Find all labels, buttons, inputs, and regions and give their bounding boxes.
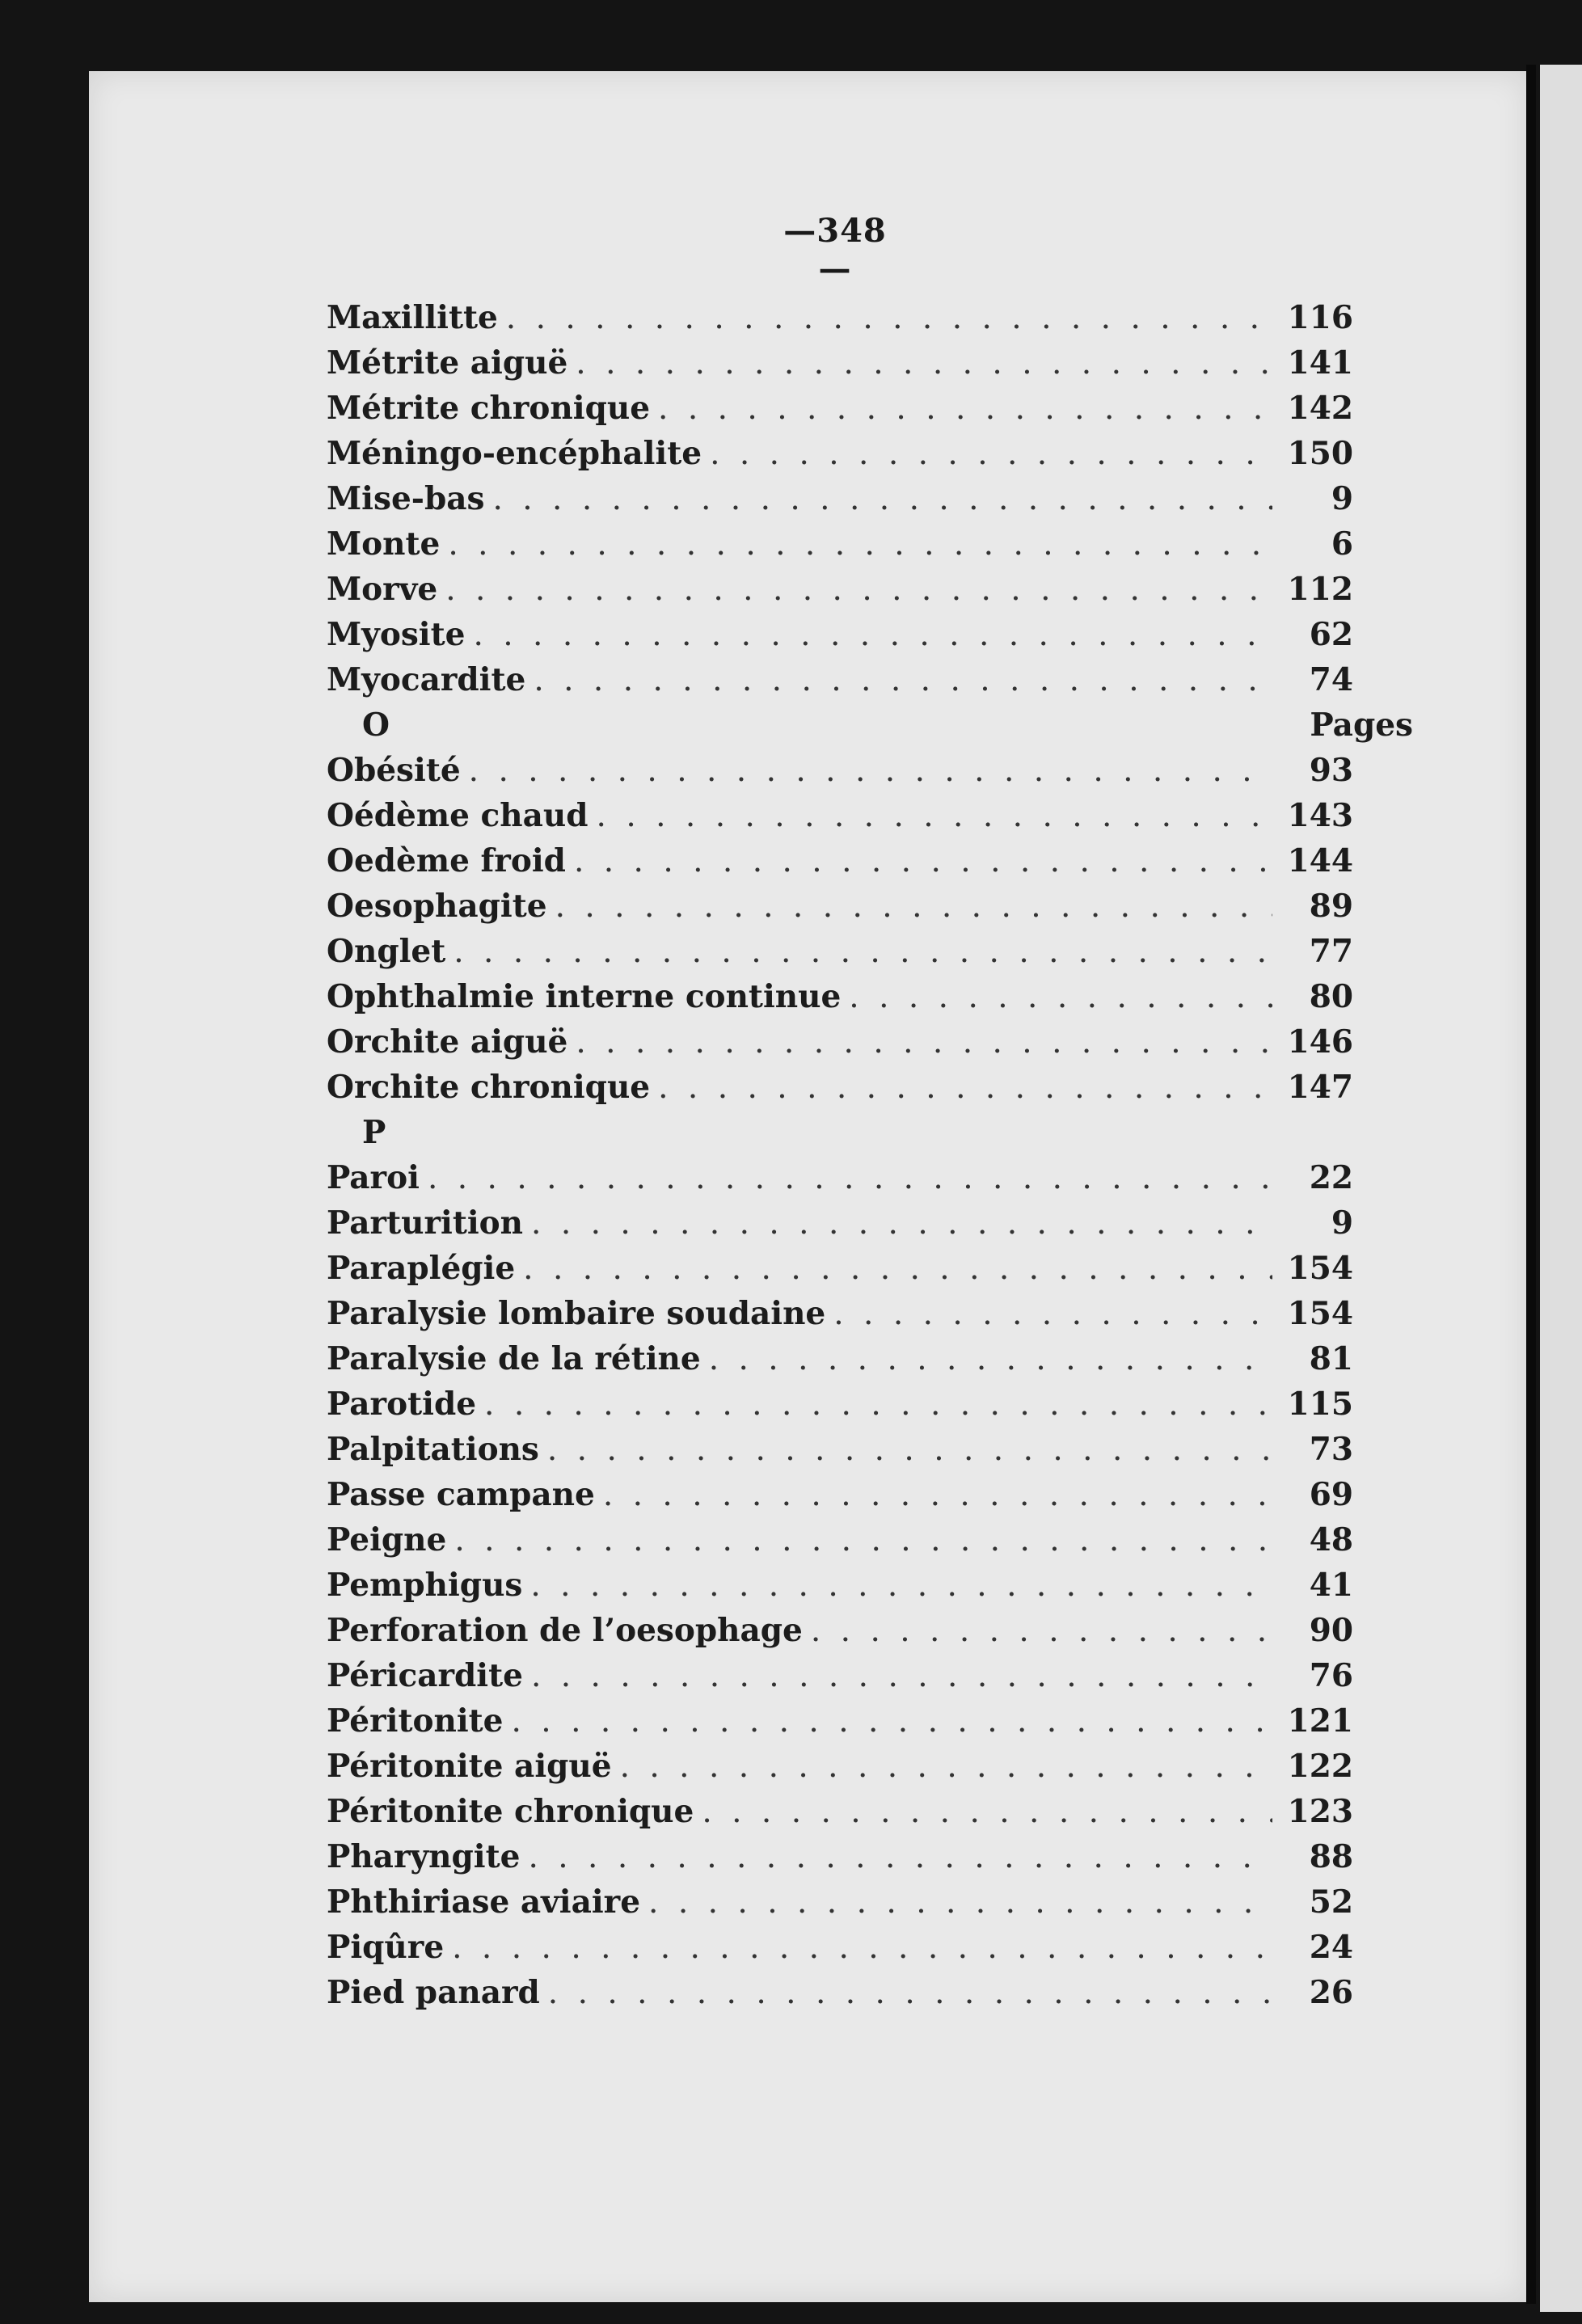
entry-page-number: 115 [1287,1386,1353,1423]
entry-term: Paralysie lombaire soudaine [327,1295,826,1332]
dot-leader [528,1835,1272,1880]
entry-page-number: 154 [1287,1250,1353,1287]
index-entry [327,1336,1353,1381]
index-entry [327,657,1353,702]
index-entry [327,1789,1353,1834]
dot-leader [620,1744,1272,1790]
index-entry [327,1246,1353,1291]
entry-page-number: 150 [1287,435,1353,472]
index-entry [327,974,1353,1019]
index-entry [327,1608,1353,1653]
entry-term: Orchite chronique [327,1069,651,1106]
index-entry [327,1517,1353,1563]
entry-page-number: 90 [1309,1612,1353,1649]
index-entry [327,1563,1353,1608]
entry-term: Palpitations [327,1431,539,1468]
entry-page-number: 143 [1287,797,1353,834]
index-entry [327,1472,1353,1517]
entry-page-number: 154 [1287,1295,1353,1332]
pages-column-label: Pages [1310,706,1413,744]
dot-leader [445,567,1272,613]
dot-leader [428,1156,1272,1201]
dot-leader [448,522,1272,567]
index-entry [327,612,1353,657]
index-entry [327,521,1353,567]
index-entry [327,838,1353,884]
index-entry [327,1653,1353,1698]
entry-page-number: 81 [1309,1340,1353,1377]
index-entry [327,748,1353,793]
entry-page-number: 144 [1287,842,1353,879]
entry-term: Pied panard [327,1974,540,2011]
dot-leader [469,749,1272,794]
entry-term: Obésité [327,752,461,789]
entry-page-number: 116 [1287,299,1353,336]
dot-leader [530,1563,1272,1609]
dot-leader [811,1609,1272,1654]
dot-leader [511,1699,1272,1744]
entry-term: Ophthalmie interne continue [327,978,842,1015]
index-entry [327,1065,1353,1110]
entry-term: Oesophagite [327,888,547,925]
section-heading [327,702,1413,748]
entry-page-number: 121 [1287,1702,1353,1740]
dot-leader [576,1020,1272,1065]
entry-page-number: 24 [1309,1929,1353,1966]
index-list [327,295,1413,2015]
index-entry [327,1291,1353,1336]
dot-leader [531,1654,1272,1699]
dot-leader [658,1065,1272,1111]
dot-leader [709,1337,1272,1382]
dot-leader [576,341,1272,386]
entry-term: Orchite aiguë [327,1023,568,1061]
entry-term: Oédème chaud [327,797,589,834]
dot-leader [555,884,1272,930]
page-binding-edge [1526,65,1536,2304]
index-entry [327,1879,1353,1925]
dot-leader [833,1292,1272,1337]
entry-page-number: 76 [1309,1657,1353,1694]
index-entry [327,1200,1353,1246]
entry-term: Péricardite [327,1657,523,1694]
section-letter: O [362,706,390,744]
entry-page-number: 22 [1309,1159,1353,1196]
entry-term: Paraplégie [327,1250,516,1287]
index-entry [327,1019,1353,1065]
entry-term: Morve [327,571,438,608]
dot-leader [452,1925,1272,1971]
entry-page-number: 62 [1309,616,1353,653]
dot-leader [531,1201,1272,1246]
dot-leader [710,432,1272,477]
entry-term: Péritonite chronique [327,1793,694,1830]
entry-term: Paroi [327,1159,420,1196]
entry-term: Méningo-encéphalite [327,435,702,472]
dot-leader [484,1382,1272,1428]
index-entry [327,431,1353,476]
entry-term: Maxillitte [327,299,498,336]
entry-term: Péritonite aiguë [327,1748,612,1785]
entry-term: Oedème froid [327,842,566,879]
entry-term: Perforation de l’oesophage [327,1612,803,1649]
entry-term: Parotide [327,1386,477,1423]
entry-page-number: 9 [1331,1204,1353,1242]
dot-leader [603,1473,1272,1518]
entry-page-number: 146 [1287,1023,1353,1061]
index-entry [327,295,1353,340]
index-entry [327,386,1353,431]
index-entry [327,1744,1353,1789]
index-entry [327,1698,1353,1744]
dot-leader [597,794,1272,839]
entry-page-number: 112 [1287,571,1353,608]
entry-term: Monte [327,525,441,563]
entry-term: Passe campane [327,1476,595,1513]
entry-page-number: 142 [1287,390,1353,427]
facing-page-edge [1540,65,1582,2312]
entry-page-number: 88 [1309,1838,1353,1875]
entry-term: Pemphigus [327,1567,523,1604]
index-entry [327,1155,1353,1200]
entry-page-number: 52 [1309,1883,1353,1921]
entry-page-number: 122 [1287,1748,1353,1785]
index-entry [327,1427,1353,1472]
entry-term: Onglet [327,933,446,970]
entry-term: Péritonite [327,1702,504,1740]
dot-leader [548,1971,1272,2016]
entry-page-number: 123 [1287,1793,1353,1830]
entry-page-number: 41 [1309,1567,1353,1604]
entry-page-number: 73 [1309,1431,1353,1468]
entry-term: Peigne [327,1521,447,1558]
index-entry [327,340,1353,386]
entry-page-number: 93 [1309,752,1353,789]
entry-page-number: 9 [1331,480,1353,517]
entry-term: Parturition [327,1204,524,1242]
entry-page-number: 141 [1287,344,1353,382]
index-entry [327,793,1353,838]
entry-page-number: 80 [1309,978,1353,1015]
entry-term: Myosite [327,616,466,653]
index-entry [327,1381,1353,1427]
dot-leader [547,1428,1272,1473]
entry-page-number: 69 [1309,1476,1353,1513]
index-entry [327,929,1353,974]
dot-leader [702,1790,1272,1835]
entry-page-number: 48 [1309,1521,1353,1558]
index-entry [327,1970,1353,2015]
dot-leader [658,386,1272,432]
dot-leader [849,975,1272,1020]
entry-page-number: 6 [1331,525,1353,563]
entry-term: Mise-bas [327,480,485,517]
section-letter: P [362,1114,386,1151]
entry-page-number: 89 [1309,888,1353,925]
entry-term: Métrite aiguë [327,344,568,382]
dot-leader [648,1880,1272,1925]
dot-leader [473,613,1272,658]
entry-term: Pharyngite [327,1838,521,1875]
entry-term: Métrite chronique [327,390,651,427]
entry-term: Myocardite [327,661,526,698]
dot-leader [506,296,1272,341]
entry-page-number: 147 [1287,1069,1353,1106]
section-heading [327,1110,1353,1155]
index-entry [327,884,1353,929]
index-entry [327,567,1353,612]
entry-page-number: 77 [1309,933,1353,970]
dot-leader [574,839,1272,884]
index-entry [327,1925,1353,1970]
dot-leader [492,477,1272,522]
entry-page-number: 74 [1309,661,1353,698]
dot-leader [523,1246,1272,1292]
dot-leader [454,1518,1272,1563]
dot-leader [454,930,1272,975]
index-entry [327,476,1353,521]
dot-leader [534,658,1272,703]
entry-page-number: 26 [1309,1974,1353,2011]
page-number: —348— [783,212,887,288]
index-entry [327,1834,1353,1879]
entry-term: Paralysie de la rétine [327,1340,701,1377]
entry-term: Piqûre [327,1929,445,1966]
entry-term: Phthiriase aviaire [327,1883,641,1921]
